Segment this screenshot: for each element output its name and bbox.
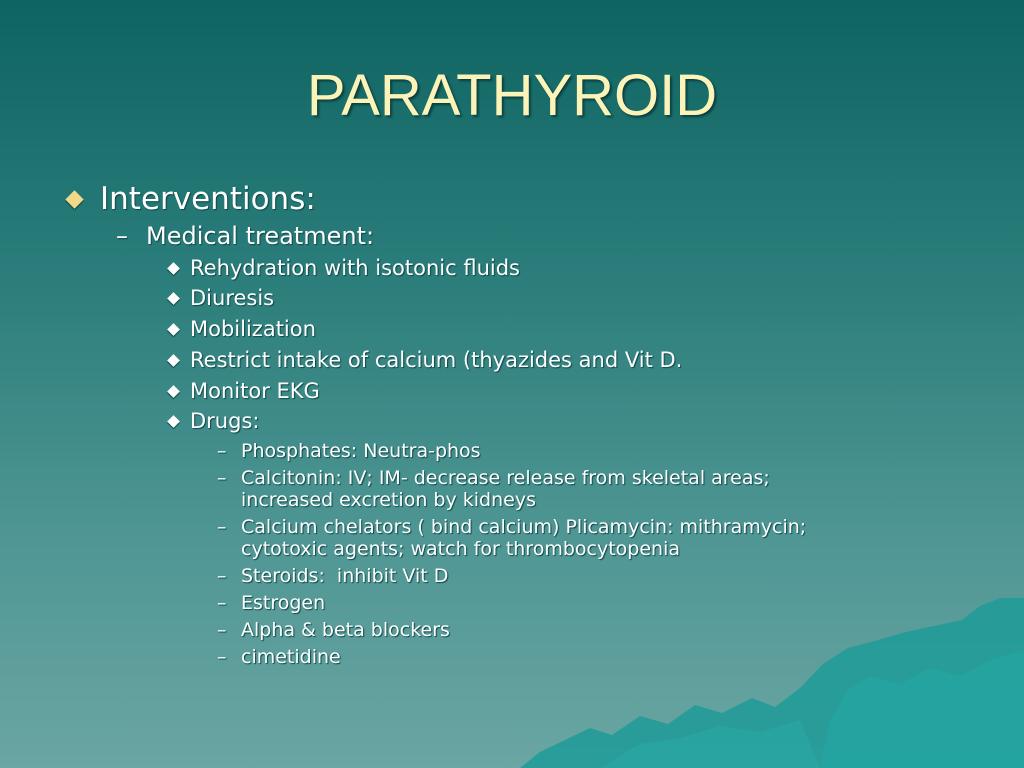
dash-bullet-icon: – — [217, 516, 227, 538]
diamond-bullet-icon — [167, 354, 180, 367]
dash-bullet-icon: – — [217, 646, 227, 668]
list-item-text: Mobilization — [190, 317, 316, 341]
diamond-bullet-icon — [167, 292, 180, 305]
list-item-text: Monitor EKG — [190, 379, 320, 403]
drug-item-text: Estrogen — [241, 592, 326, 614]
bullet-interventions — [100, 181, 316, 217]
list-item-text: Rehydration with isotonic fluids — [190, 256, 520, 280]
bullet-text: Interventions: — [100, 181, 316, 217]
list-item-text: Drugs: — [190, 409, 260, 433]
diamond-bullet-icon — [167, 385, 180, 398]
dash-bullet-icon: – — [217, 467, 227, 489]
subbullet-medical-treatment — [116, 221, 375, 251]
list-item-text: Diuresis — [190, 286, 275, 310]
dash-bullet-icon: – — [217, 565, 227, 587]
dash-bullet-icon: – — [217, 619, 227, 641]
drug-item-continuation — [241, 538, 680, 560]
list-item — [190, 254, 520, 282]
list-item-text: Restrict intake of calcium (thyazides and Vit D. — [190, 348, 683, 372]
list-item — [190, 346, 682, 374]
diamond-bullet-icon — [167, 262, 180, 275]
drug-item-text: Calcium chelators ( bind calcium) Plicamycin: mithramycin; — [241, 516, 807, 538]
drug-item-text: Alpha & beta blockers — [241, 619, 450, 641]
list-item — [190, 284, 274, 312]
subbullet-text: Medical treatment: — [146, 222, 375, 250]
drug-item — [217, 619, 450, 641]
drug-item-text: increased excretion by kidneys — [241, 489, 536, 511]
drug-item-text: cytotoxic agents; watch for thrombocytopenia — [241, 538, 680, 560]
drug-item-text: cimetidine — [241, 646, 341, 668]
drug-item-text: Calcitonin: IV; IM- decrease release from skeletal areas; — [241, 467, 770, 489]
drug-item — [217, 440, 481, 462]
list-item — [190, 377, 320, 405]
drug-item-continuation — [241, 489, 536, 511]
list-item — [190, 407, 259, 435]
drug-item — [217, 646, 341, 668]
diamond-bullet-icon — [167, 415, 180, 428]
drug-item-text: Steroids: inhibit Vit D — [241, 565, 449, 587]
dash-bullet-icon: – — [116, 222, 128, 250]
drug-item-text: Phosphates: Neutra-phos — [241, 440, 481, 462]
drug-item — [217, 565, 449, 587]
slide-title: PARATHYROID — [306, 63, 718, 128]
drug-item — [217, 592, 326, 614]
list-item — [190, 315, 316, 343]
diamond-bullet-icon — [167, 323, 180, 336]
dash-bullet-icon: – — [217, 592, 227, 614]
dash-bullet-icon: – — [217, 440, 227, 462]
drug-item — [217, 467, 770, 489]
diamond-bullet-icon — [65, 190, 83, 208]
drug-item — [217, 516, 807, 538]
